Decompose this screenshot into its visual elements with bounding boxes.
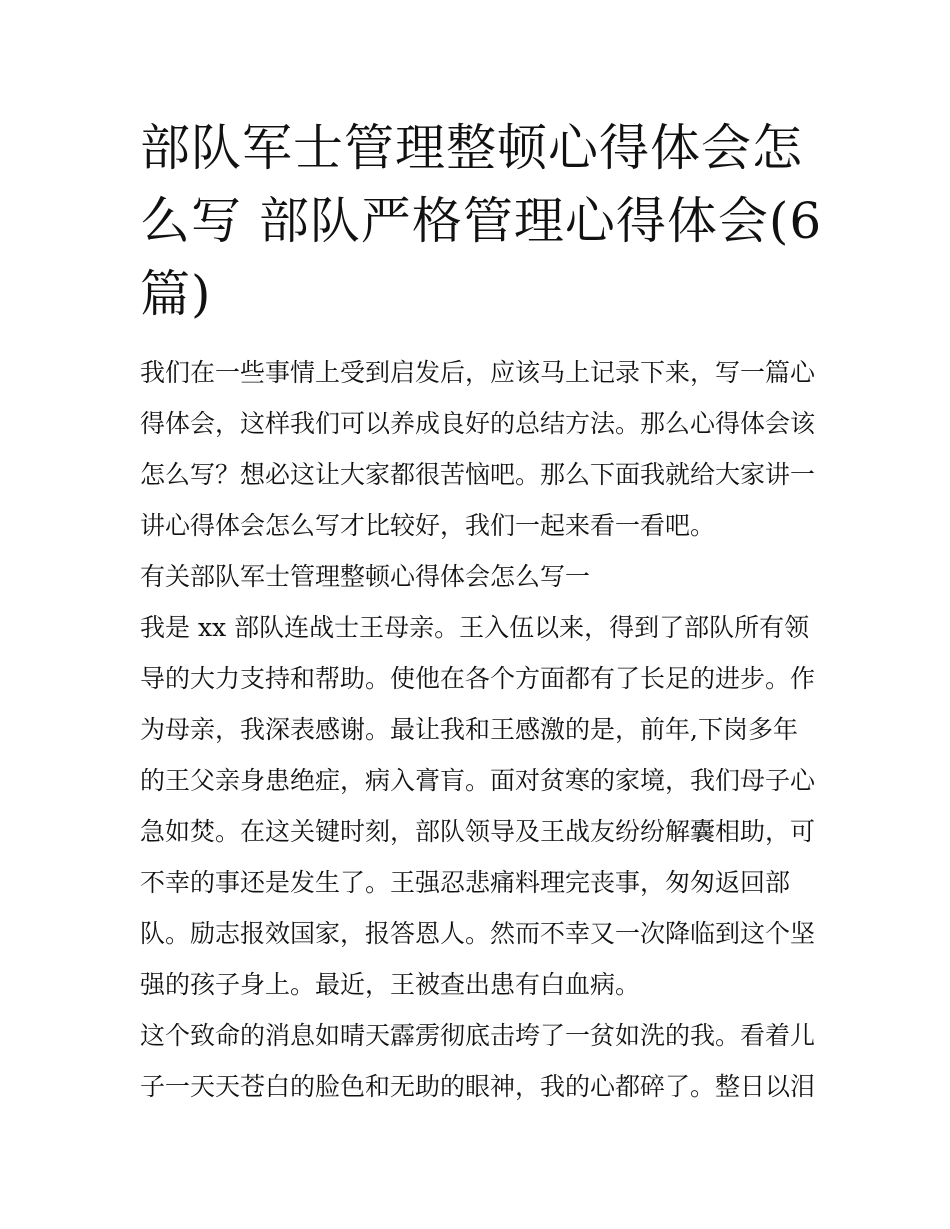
- title-line: 么写 部队严格管理心得体会(6: [140, 192, 823, 250]
- text-line: 我是 xx 部队连战士王母亲。王入伍以来，得到了部队所有领: [140, 613, 810, 642]
- body-paragraph-1: [140, 602, 815, 1010]
- text-line: 为母亲，我深表感谢。最让我和王感激的是，前年,下岗多年: [140, 715, 798, 744]
- section-heading: 有关部队军士管理整顿心得体会怎么写一: [140, 562, 591, 591]
- text-line: 导的大力支持和帮助。使他在各个方面都有了长足的进步。作: [140, 664, 816, 693]
- intro-paragraph: [140, 347, 815, 551]
- text-line: 怎么写？想必这让大家都很苦恼吧。那么下面我就给大家讲一: [140, 460, 816, 489]
- text-line: 队。励志报效国家，报答恩人。然而不幸又一次降临到这个坚: [140, 919, 816, 948]
- document-page: [140, 112, 823, 1112]
- title-line: 部队军士管理整顿心得体会怎: [140, 119, 803, 177]
- text-line: 子一天天苍白的脸色和无助的眼神，我的心都碎了。整日以泪: [140, 1072, 816, 1101]
- body-paragraph-2: [140, 1010, 815, 1112]
- text-line: 的王父亲身患绝症，病入膏肓。面对贫寒的家境，我们母子心: [140, 766, 816, 795]
- text-line: 得体会，这样我们可以养成良好的总结方法。那么心得体会该: [140, 409, 816, 438]
- text-line: 我们在一些事情上受到启发后，应该马上记录下来，写一篇心: [140, 358, 816, 387]
- text-line: 不幸的事还是发生了。王强忍悲痛料理完丧事，匆匆返回部: [140, 868, 791, 897]
- document-body: [140, 347, 815, 1112]
- text-line: 强的孩子身上。最近，王被查出患有白血病。: [140, 970, 641, 999]
- text-line: 这个致命的消息如晴天霹雳彻底击垮了一贫如洗的我。看着儿: [140, 1021, 816, 1050]
- text-line: 讲心得体会怎么写才比较好，我们一起来看一看吧。: [140, 511, 716, 540]
- text-line: 急如焚。在这关键时刻，部队领导及王战友纷纷解囊相助，可: [140, 817, 816, 846]
- document-title: [140, 112, 823, 331]
- title-line: 篇): [140, 265, 212, 323]
